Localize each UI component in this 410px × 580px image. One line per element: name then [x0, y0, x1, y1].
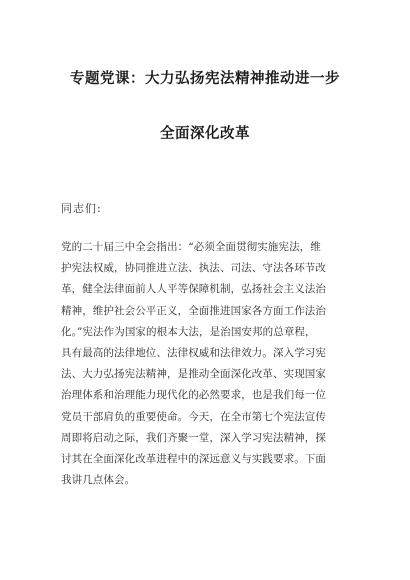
document-title-line-2: 全面深化改革: [160, 126, 250, 142]
body-line: 精神，维护社会公平正义，全面推进国家各方面工作法治: [61, 304, 326, 317]
document-title-line-1: 专题党课：大力弘扬宪法精神推动进一步: [70, 71, 340, 87]
body-line: 我讲几点体会。: [61, 474, 136, 487]
body-line: 周即将启动之际，我们齐聚一堂，深入学习宪法精神，探: [61, 431, 326, 444]
body-line: 具有最高的法律地位、法律权威和法律效力。深入学习宪: [61, 346, 326, 359]
body-line: 党的二十届三中全会指出：“必须全面贯彻实施宪法，维: [61, 241, 321, 253]
salutation: 同志们:: [61, 202, 102, 215]
body-line: 护宪法权威，协同推进立法、执法、司法、守法各环节改: [61, 262, 326, 275]
body-line: 治理体系和治理能力现代化的必然要求，也是我们每一位: [61, 389, 326, 402]
body-line: 革，健全法律面前人人平等保障机制，弘扬社会主义法治: [61, 283, 326, 296]
body-line: 法、大力弘扬宪法精神，是推动全面深化改革、实现国家: [61, 368, 326, 381]
body-line: 化。”宪法作为国家的根本大法，是治国安邦的总章程，: [61, 325, 316, 338]
body-line: 讨其在全面深化改革进程中的深远意义与实践要求。下面: [61, 452, 326, 465]
body-line: 党员干部肩负的重要使命。今天，在全市第七个宪法宣传: [61, 410, 326, 423]
body-paragraph: [61, 237, 351, 491]
